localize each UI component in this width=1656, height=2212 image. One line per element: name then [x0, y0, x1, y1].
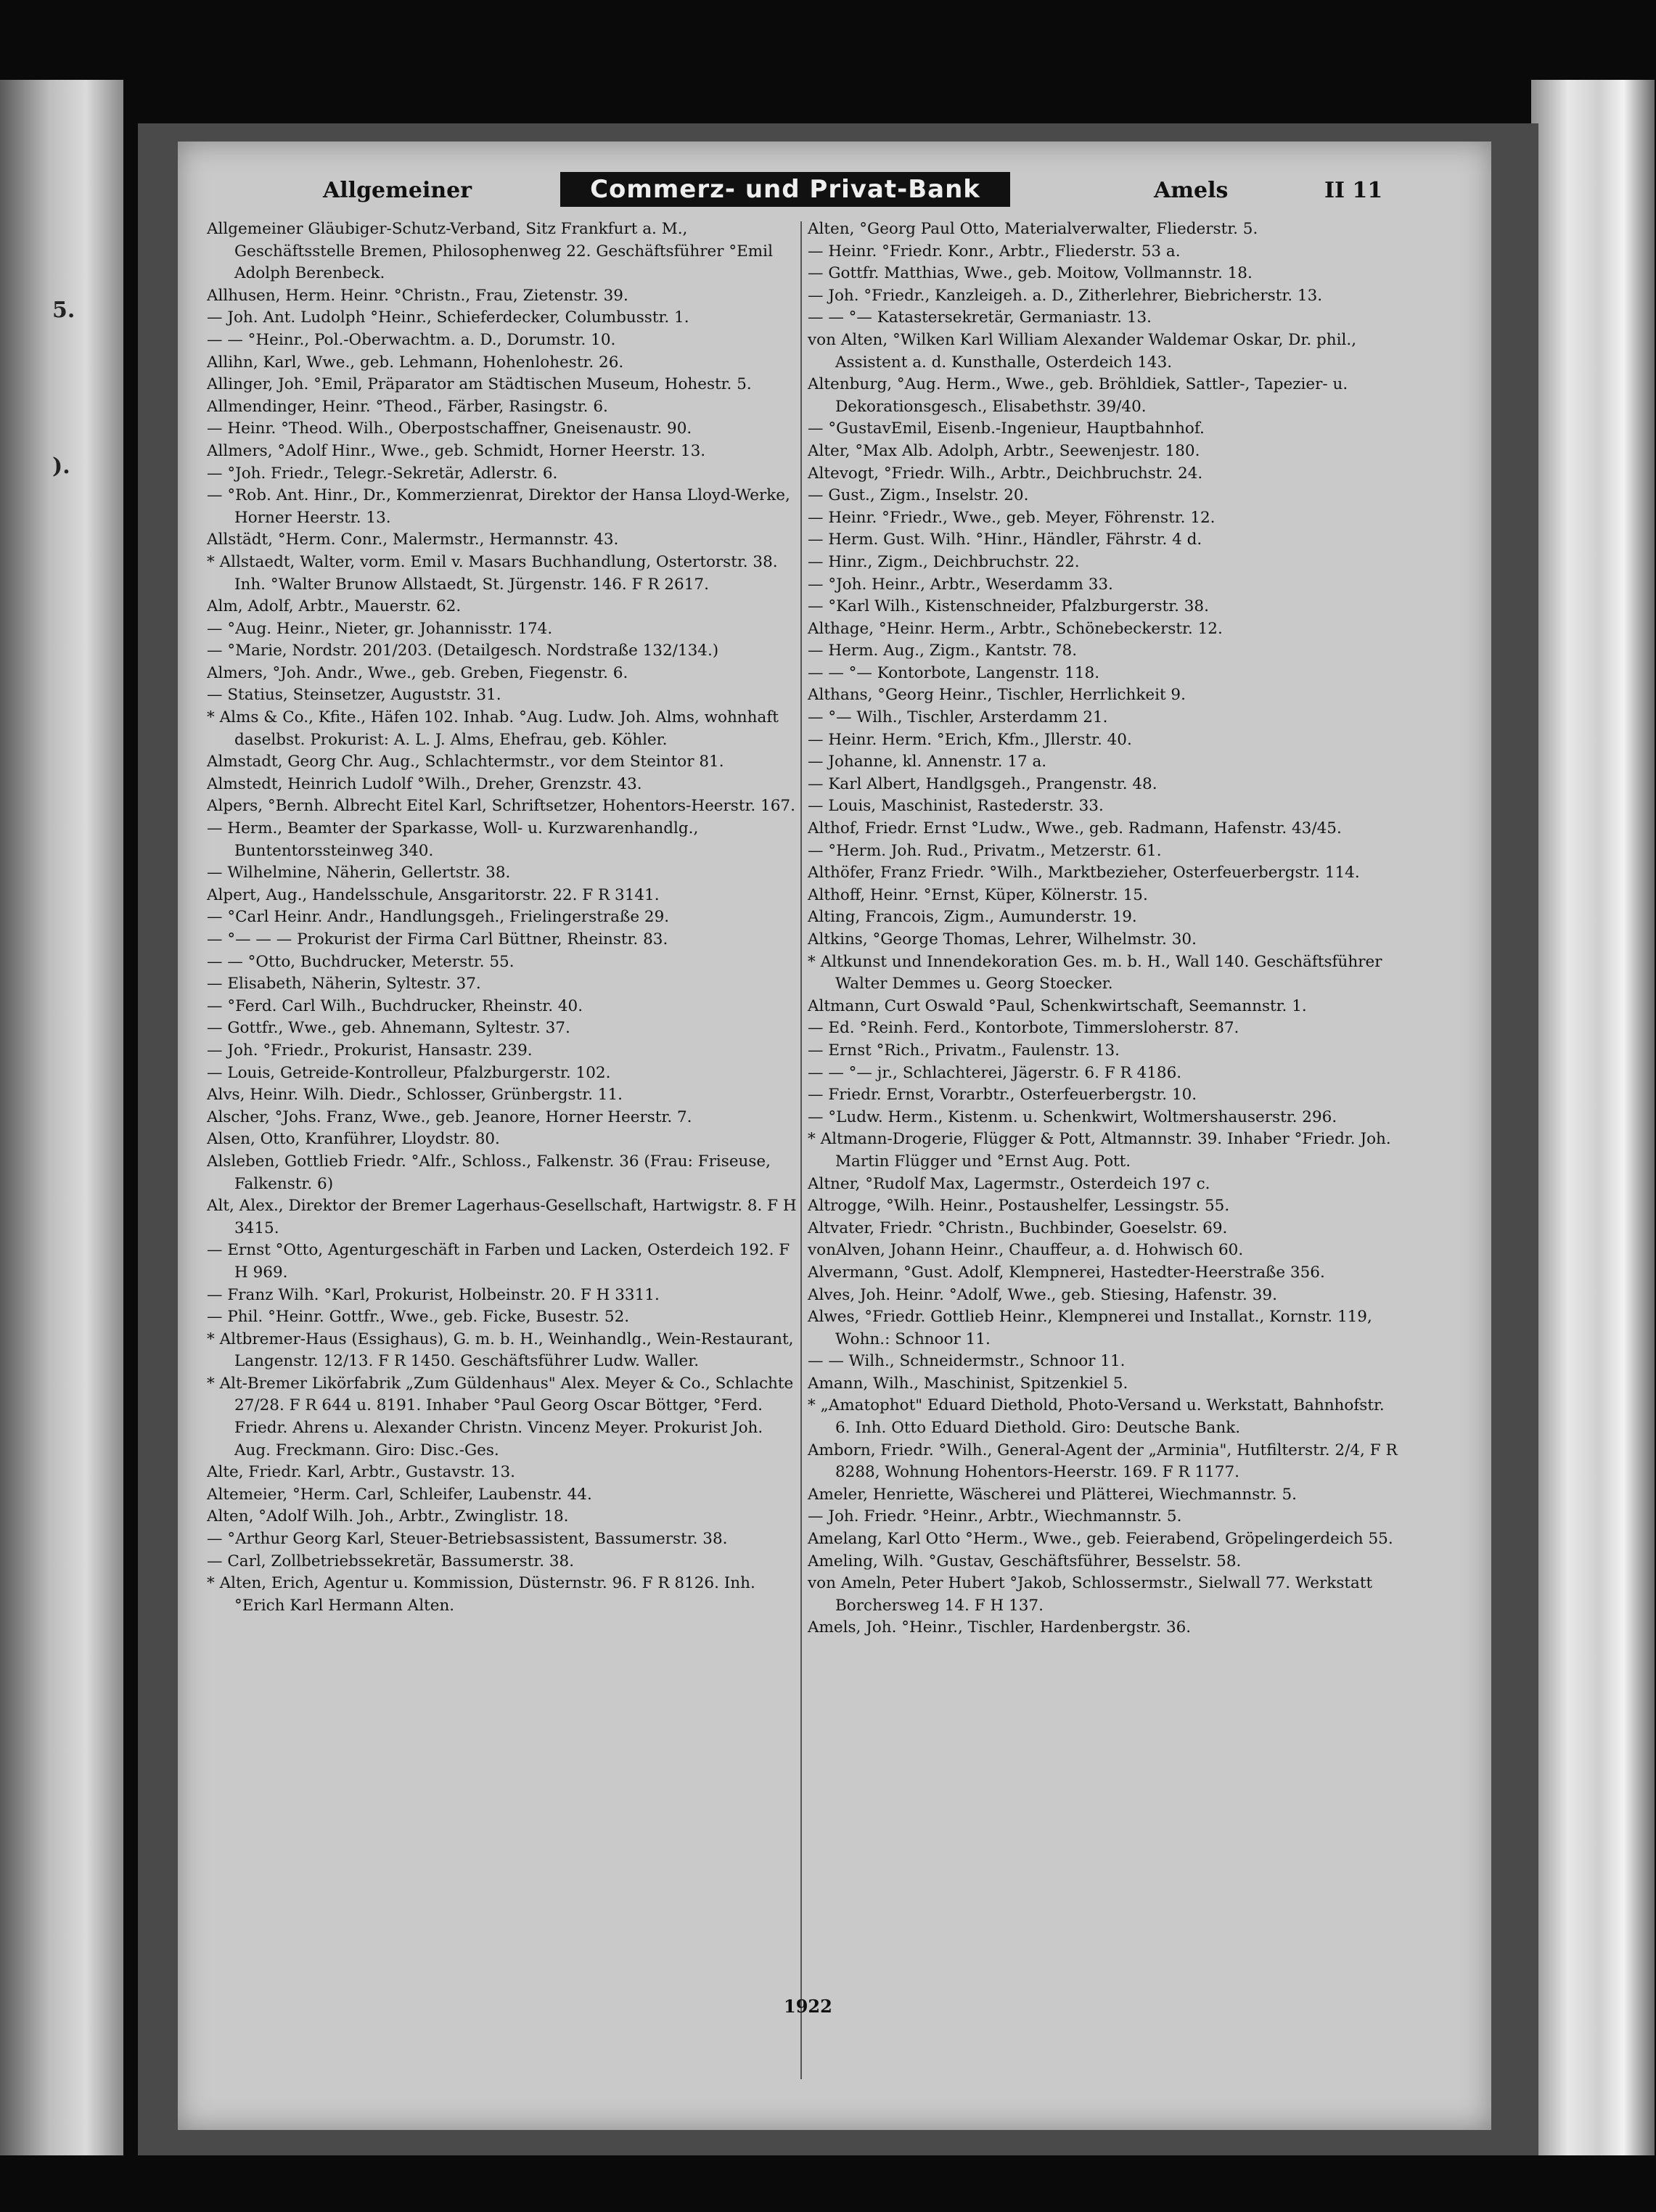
previous-page-edge	[0, 80, 123, 2155]
directory-entry: — Louis, Getreide-Kontrolleur, Pfalzburgerstr. 102.	[207, 1063, 611, 1082]
bank-advertisement-banner: Commerz- und Privat-Bank	[560, 172, 1010, 207]
directory-entry: Alter, °Max Alb. Adolph, Arbtr., Seewenjestr. 180.	[808, 441, 1200, 460]
directory-entry: — Louis, Maschinist, Rastederstr. 33.	[808, 797, 1104, 816]
directory-entry: Ameler, Henriette, Wäscherei und Plätterei, Wiechmannstr. 5.	[808, 1485, 1297, 1504]
directory-entry: — Elisabeth, Näherin, Syltestr. 37.	[207, 975, 481, 994]
left-column	[207, 218, 803, 1617]
directory-entry: von Ameln, Peter Hubert °Jakob, Schlossermstr., Sielwall 77. Werkstatt Borchersweg 14. F H 137.	[808, 1574, 1373, 1615]
directory-entry: Althans, °Georg Heinr., Tischler, Herrlichkeit 9.	[808, 686, 1186, 705]
directory-entry: Alten, °Georg Paul Otto, Materialverwalter, Fliederstr. 5.	[808, 220, 1258, 238]
directory-entry: Allmendinger, Heinr. °Theod., Färber, Rasingstr. 6.	[207, 397, 608, 416]
directory-entry: — Heinr. °Theod. Wilh., Oberpostschaffner, Gneisenaustr. 90.	[207, 419, 692, 438]
directory-entry: Allgemeiner Gläubiger-Schutz-Verband, Sitz Frankfurt a. M., Geschäftsstelle Bremen, Philosophenweg 22. Geschäftsführer °Emil Adolph Berenbeck.	[207, 220, 773, 283]
directory-entry: — °Aug. Heinr., Nieter, gr. Johannisstr. 174.	[207, 619, 553, 638]
directory-entry: — Hinr., Zigm., Deichbruchstr. 22.	[808, 552, 1080, 571]
margin-mark: ).	[52, 454, 70, 479]
directory-entry: Alpers, °Bernh. Albrecht Eitel Karl, Schriftsetzer, Hohentors-Heerstr. 167.	[207, 797, 795, 816]
directory-entry: Allinger, Joh. °Emil, Präparator am Städtischen Museum, Hohestr. 5.	[207, 375, 752, 394]
directory-entry: Althoff, Heinr. °Ernst, Küper, Kölnerstr. 15.	[808, 885, 1148, 904]
directory-entry: — Statius, Steinsetzer, Auguststr. 31.	[207, 686, 501, 705]
directory-entry: — °Joh. Heinr., Arbtr., Weserdamm 33.	[808, 575, 1113, 594]
directory-entry: Altkins, °George Thomas, Lehrer, Wilhelmstr. 30.	[808, 930, 1197, 949]
directory-entry: — Herm. Gust. Wilh. °Hinr., Händler, Fährstr. 4 d.	[808, 531, 1202, 549]
directory-entry: — °— Wilh., Tischler, Arsterdamm 21.	[808, 708, 1108, 727]
directory-entry: — Phil. °Heinr. Gottfr., Wwe., geb. Ficke, Busestr. 52.	[207, 1308, 630, 1327]
footer-year: 1922	[784, 1996, 832, 2017]
right-catchword: Amels	[1154, 178, 1229, 203]
directory-entry: Allmers, °Adolf Hinr., Wwe., geb. Schmidt, Horner Heerstr. 13.	[207, 441, 706, 460]
directory-entry: — °GustavEmil, Eisenb.-Ingenieur, Hauptbahnhof.	[808, 419, 1205, 438]
directory-entry: — Heinr. °Friedr. Konr., Arbtr., Fliederstr. 53 a.	[808, 242, 1181, 261]
directory-entry: Alten, °Adolf Wilh. Joh., Arbtr., Zwinglistr. 18.	[207, 1507, 569, 1526]
directory-entry: — Ed. °Reinh. Ferd., Kontorbote, Timmersloherstr. 87.	[808, 1019, 1239, 1038]
directory-entry: — Heinr. °Friedr., Wwe., geb. Meyer, Föhrenstr. 12.	[808, 508, 1216, 527]
directory-entry: — Franz Wilh. °Karl, Prokurist, Holbeinstr. 20. F H 3311.	[207, 1285, 660, 1304]
page-number: II 11	[1324, 178, 1383, 203]
directory-entry: Alvs, Heinr. Wilh. Diedr., Schlosser, Grünbergstr. 11.	[207, 1086, 623, 1105]
directory-entry: — °— — — Prokurist der Firma Carl Büttner, Rheinstr. 83.	[207, 930, 668, 949]
directory-entry: Altner, °Rudolf Max, Lagermstr., Osterdeich 197 c.	[808, 1174, 1210, 1193]
margin-mark: 5.	[52, 298, 75, 323]
directory-entry: Alsleben, Gottlieb Friedr. °Alfr., Schloss., Falkenstr. 36 (Frau: Friseuse, Falkenstr. 6)	[207, 1152, 771, 1193]
directory-entry: Alting, Francois, Zigm., Aumunderstr. 19.	[808, 908, 1137, 927]
directory-entry: Altrogge, °Wilh. Heinr., Postaushelfer, Lessingstr. 55.	[808, 1197, 1230, 1216]
directory-entry: — Gottfr., Wwe., geb. Ahnemann, Syltestr. 37.	[207, 1019, 570, 1038]
directory-entry: Ameling, Wilh. °Gustav, Geschäftsführer, Besselstr. 58.	[808, 1552, 1242, 1570]
directory-entry: Alvermann, °Gust. Adolf, Klempnerei, Hastedter-Heerstraße 356.	[808, 1263, 1325, 1282]
directory-entry: Althöfer, Franz Friedr. °Wilh., Marktbezieher, Osterfeuerbergstr. 114.	[808, 864, 1360, 882]
directory-entry: — — Wilh., Schneidermstr., Schnoor 11.	[808, 1352, 1126, 1371]
directory-entry: * Allstaedt, Walter, vorm. Emil v. Masars Buchhandlung, Ostertorstr. 38. Inh. °Walter Brunow Allstaedt, St. Jürgenstr. 146. F R 2617.	[207, 552, 778, 594]
directory-entry: — Ernst °Otto, Agenturgeschäft in Farben und Lacken, Osterdeich 192. F H 969.	[207, 1241, 790, 1282]
directory-entry: — °Karl Wilh., Kistenschneider, Pfalzburgerstr. 38.	[808, 597, 1209, 616]
directory-entry: — — °— Kontorbote, Langenstr. 118.	[808, 663, 1100, 682]
directory-entry: — Gottfr. Matthias, Wwe., geb. Moitow, Vollmannstr. 18.	[808, 264, 1253, 283]
directory-entry: Amann, Wilh., Maschinist, Spitzenkiel 5.	[808, 1374, 1128, 1393]
directory-entry: * Alten, Erich, Agentur u. Kommission, Düsternstr. 96. F R 8126. Inh. °Erich Karl Hermann Alten.	[207, 1574, 755, 1615]
directory-entry: * Altbremer-Haus (Essighaus), G. m. b. H., Weinhandlg., Wein-Restaurant, Langenstr. 12/13. F R 1450. Geschäftsführer Ludw. Waller.	[207, 1330, 794, 1371]
directory-entry: Altenburg, °Aug. Herm., Wwe., geb. Bröhldiek, Sattler-, Tapezier- u. Dekorationsgesch., Elisabethstr. 39/40.	[808, 375, 1348, 416]
directory-entry: — Joh. Ant. Ludolph °Heinr., Schieferdecker, Columbusstr. 1.	[207, 308, 689, 327]
directory-entry: Althof, Friedr. Ernst °Ludw., Wwe., geb. Radmann, Hafenstr. 43/45.	[808, 819, 1342, 838]
directory-entry: — Joh. °Friedr., Prokurist, Hansastr. 239.	[207, 1041, 533, 1060]
directory-entry: Amborn, Friedr. °Wilh., General-Agent der „Arminia", Hutfilterstr. 2/4, F R 8288, Wohnung Hohentors-Heerstr. 169. F R 1177.	[808, 1441, 1398, 1482]
directory-entry: — Carl, Zollbetriebssekretär, Bassumerstr. 38.	[207, 1552, 575, 1570]
directory-entry: Allstädt, °Herm. Conr., Malermstr., Hermannstr. 43.	[207, 531, 619, 549]
directory-entry: Almstadt, Georg Chr. Aug., Schlachtermstr., vor dem Steintor 81.	[207, 753, 724, 771]
directory-entry: — °Rob. Ant. Hinr., Dr., Kommerzienrat, Direktor der Hansa Lloyd-Werke, Horner Heerstr. 13.	[207, 486, 790, 527]
directory-entry: Altemeier, °Herm. Carl, Schleifer, Laubenstr. 44.	[207, 1485, 592, 1504]
directory-entry: — °Arthur Georg Karl, Steuer-Betriebsassistent, Bassumerstr. 38.	[207, 1530, 728, 1549]
directory-entry: — °Ludw. Herm., Kistenm. u. Schenkwirt, Woltmershauserstr. 296.	[808, 1107, 1337, 1126]
directory-entry: vonAlven, Johann Heinr., Chauffeur, a. d. Hohwisch 60.	[808, 1241, 1244, 1260]
directory-entry: Alves, Joh. Heinr. °Adolf, Wwe., geb. Stiesing, Hafenstr. 39.	[808, 1285, 1277, 1304]
page-header	[178, 172, 1491, 213]
directory-entry: — — °— Katastersekretär, Germaniastr. 13.	[808, 308, 1152, 327]
directory-entry: Allhusen, Herm. Heinr. °Christn., Frau, Zietenstr. 39.	[207, 286, 628, 305]
directory-entry: Alsen, Otto, Kranführer, Lloydstr. 80.	[207, 1130, 500, 1149]
directory-entry: Alte, Friedr. Karl, Arbtr., Gustavstr. 13.	[207, 1463, 516, 1482]
directory-entry: — °Carl Heinr. Andr., Handlungsgeh., Frielingerstraße 29.	[207, 908, 670, 927]
directory-entry: — Joh. °Friedr., Kanzleigeh. a. D., Zitherlehrer, Biebricherstr. 13.	[808, 286, 1323, 305]
right-column	[808, 218, 1404, 1639]
directory-entry: Alscher, °Johs. Franz, Wwe., geb. Jeanore, Horner Heerstr. 7.	[207, 1107, 692, 1126]
directory-entry: — Heinr. Herm. °Erich, Kfm., Jllerstr. 40.	[808, 730, 1132, 749]
directory-entry: Amels, Joh. °Heinr., Tischler, Hardenbergstr. 36.	[808, 1618, 1192, 1637]
directory-entry: — Herm., Beamter der Sparkasse, Woll- u. Kurzwarenhandlg., Buntentorssteinweg 340.	[207, 819, 699, 860]
directory-entry: Alpert, Aug., Handelsschule, Ansgaritorstr. 22. F R 3141.	[207, 885, 660, 904]
directory-entry: Almers, °Joh. Andr., Wwe., geb. Greben, Fiegenstr. 6.	[207, 663, 628, 682]
directory-entry: — — °Heinr., Pol.-Oberwachtm. a. D., Dorumstr. 10.	[207, 330, 616, 349]
directory-entry: von Alten, °Wilken Karl William Alexander Waldemar Oskar, Dr. phil., Assistent a. d. Kunsthalle, Osterdeich 143.	[808, 330, 1357, 372]
book-page-edges	[1531, 80, 1655, 2155]
directory-entry: Alm, Adolf, Arbtr., Mauerstr. 62.	[207, 597, 462, 616]
directory-entry: Alt, Alex., Direktor der Bremer Lagerhaus-Gesellschaft, Hartwigstr. 8. F H 3415.	[207, 1197, 797, 1237]
directory-entry: Allihn, Karl, Wwe., geb. Lehmann, Hohenlohestr. 26.	[207, 353, 624, 372]
column-divider	[800, 221, 802, 2079]
directory-entry: * Alt-Bremer Likörfabrik „Zum Güldenhaus" Alex. Meyer & Co., Schlachte 27/28. F R 644 u. 8191. Inhaber °Paul Georg Oscar Böttger, °Ferd. Friedr. Ahrens u. Alexander Christn. Vincenz Meyer. Prokurist Joh. Aug. Freckmann. Giro: Disc.-Ges.	[207, 1374, 794, 1459]
directory-entry: — Wilhelmine, Näherin, Gellertstr. 38.	[207, 864, 511, 882]
directory-entry: * „Amatophot" Eduard Diethold, Photo-Versand u. Werkstatt, Bahnhofstr. 6. Inh. Otto Eduard Diethold. Giro: Deutsche Bank.	[808, 1396, 1385, 1438]
directory-entry: * Altmann-Drogerie, Flügger & Pott, Altmannstr. 39. Inhaber °Friedr. Joh. Martin Flügger und °Ernst Aug. Pott.	[808, 1130, 1391, 1171]
directory-entry: Altmann, Curt Oswald °Paul, Schenkwirtschaft, Seemannstr. 1.	[808, 996, 1307, 1015]
directory-entry: — Ernst °Rich., Privatm., Faulenstr. 13.	[808, 1041, 1120, 1060]
directory-entry: — Johanne, kl. Annenstr. 17 a.	[808, 753, 1047, 771]
directory-entry: — — °Otto, Buchdrucker, Meterstr. 55.	[207, 952, 515, 971]
directory-entry: — Gust., Zigm., Inselstr. 20.	[808, 486, 1029, 505]
left-catchword: Allgemeiner	[323, 178, 472, 203]
directory-entry: Almstedt, Heinrich Ludolf °Wilh., Dreher, Grenzstr. 43.	[207, 774, 642, 793]
directory-entry: * Alms & Co., Kfite., Häfen 102. Inhab. °Aug. Ludw. Joh. Alms, wohnhaft daselbst. Prokurist: A. L. J. Alms, Ehefrau, geb. Köhler.	[207, 708, 779, 749]
directory-entry: — Karl Albert, Handlgsgeh., Prangenstr. 48.	[808, 774, 1157, 793]
directory-entry: — Herm. Aug., Zigm., Kantstr. 78.	[808, 642, 1078, 660]
directory-entry: — — °— jr., Schlachterei, Jägerstr. 6. F R 4186.	[808, 1063, 1182, 1082]
directory-entry: Altvater, Friedr. °Christn., Buchbinder, Goeselstr. 69.	[808, 1218, 1228, 1237]
directory-entry: Amelang, Karl Otto °Herm., Wwe., geb. Feierabend, Gröpelingerdeich 55.	[808, 1530, 1393, 1549]
directory-entry: Alwes, °Friedr. Gottlieb Heinr., Klempnerei und Installat., Kornstr. 119, Wohn.: Schnoor 11.	[808, 1308, 1372, 1348]
directory-entry: — °Ferd. Carl Wilh., Buchdrucker, Rheinstr. 40.	[207, 996, 583, 1015]
directory-entry: — °Joh. Friedr., Telegr.-Sekretär, Adlerstr. 6.	[207, 464, 558, 483]
directory-entry: — °Marie, Nordstr. 201/203. (Detailgesch. Nordstraße 132/134.)	[207, 642, 719, 660]
directory-entry: — Friedr. Ernst, Vorarbtr., Osterfeuerbergstr. 10.	[808, 1086, 1197, 1105]
directory-entry: Althage, °Heinr. Herm., Arbtr., Schönebeckerstr. 12.	[808, 619, 1223, 638]
directory-entry: * Altkunst und Innendekoration Ges. m. b. H., Wall 140. Geschäftsführer Walter Demmes u. Georg Stoecker.	[808, 952, 1382, 994]
directory-entry: — Joh. Friedr. °Heinr., Arbtr., Wiechmannstr. 5.	[808, 1507, 1182, 1526]
directory-entry: Altevogt, °Friedr. Wilh., Arbtr., Deichbruchstr. 24.	[808, 464, 1203, 483]
directory-entry: — °Herm. Joh. Rud., Privatm., Metzerstr. 61.	[808, 841, 1162, 860]
directory-page	[178, 142, 1491, 2130]
